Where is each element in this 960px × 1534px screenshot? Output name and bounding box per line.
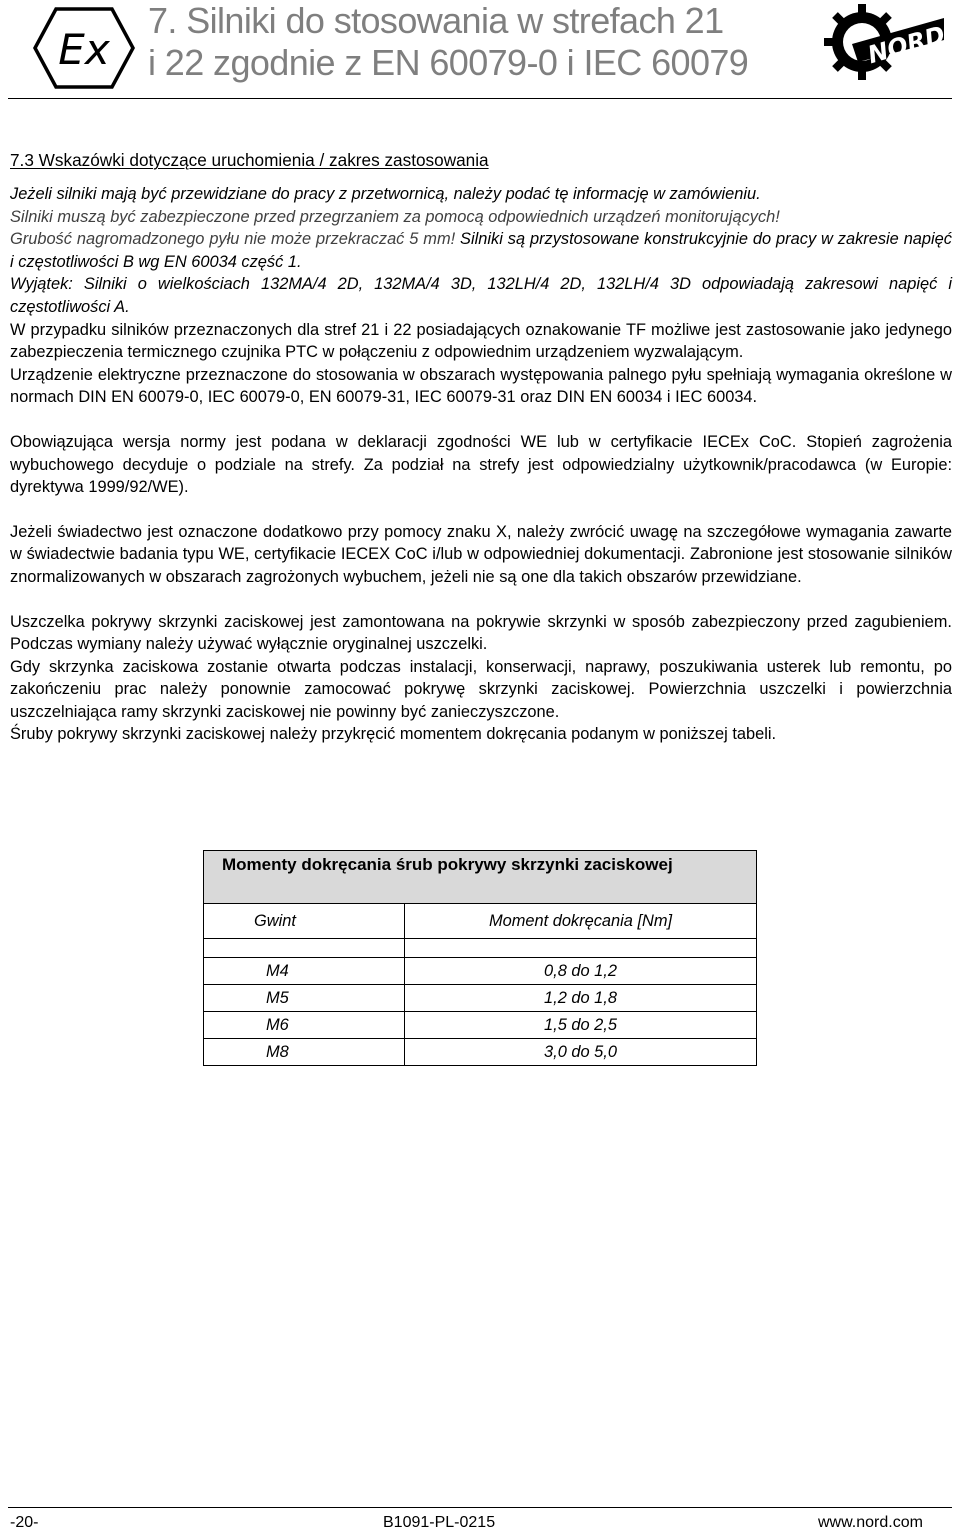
paragraph-terminal-box: Gdy skrzynka zaciskowa zostanie otwarta podczas instalacji, konserwacji, naprawy, poszukiwania usterek lub remontu, po zakończeniu prac należy ponownie zamocować pokrywę skrzynki zaciskowej. Powierzchnia uszczelki i powierzchnia uszczelniająca ramy skrzynki zaciskowej nie powinny być zanieczyszczone. — [10, 657, 952, 721]
page-title-line1: 7. Silniki do stosowania w strefach 21 — [148, 0, 724, 41]
thread-cell: M6 — [204, 1012, 405, 1039]
page-title-line2: i 22 zgodnie z EN 60079-0 i IEC 60079 — [148, 42, 749, 83]
thread-cell: M5 — [204, 985, 405, 1012]
empty-cell — [204, 939, 405, 958]
footer-rule — [8, 1507, 952, 1508]
paragraph-exception: Wyjątek: Silniki o wielkościach 132MA/4 2D, 132MA/4 3D, 132LH/4 2D, 132LH/4 3D odpowiadają zakresowi napięć i częstotliwości A. — [10, 275, 952, 316]
paragraph-x-mark: Jeżeli świadectwo jest oznaczone dodatkowo przy pomocy znaku X, należy zwrócić uwagę na szczegółowe wymagania zawarte w świadectwie badania typu WE, certyfikacie IECEX CoC i/lub w odpowiedniej dokumentacji. Zabronione jest stosowanie silników znormalizowanych w obszarach zagrożonych wybuchem, jeżeli nie są one dla takich obszarów przewidziane. — [10, 522, 952, 586]
page-number: -20- — [10, 1514, 39, 1531]
paragraph-zones: Obowiązująca wersja normy jest podana w deklaracji zgodności WE lub w certyfikacie IECEx CoC. Stopień zagrożenia wybuchowego decyduje o podziale na strefy. Za podział na strefy jest odpowiedzialny użytkownik/pracodawca (w Europie: dyrektywa 1999/92/WE). — [10, 432, 952, 497]
dust-warning: Grubość nagromadzonego pyłu nie może przekraczać 5 mm! — [10, 230, 456, 249]
table-row — [204, 958, 757, 985]
document-id: B1091-PL-0215 — [383, 1514, 496, 1531]
paragraph-dust — [10, 228, 952, 273]
ex-hexagon-logo — [32, 6, 136, 90]
paragraph-converter: Jeżeli silniki mają być przewidziane do pracy z przetwornicą, należy podać tę informację w zamówieniu. — [10, 185, 761, 203]
nord-gear-logo — [822, 2, 948, 80]
paragraph-gasket: Uszczelka pokrywy skrzynki zaciskowej jest zamontowana na pokrywie skrzynki w sposób zabezpieczony przed zagubieniem. Podczas wymiany należy używać wyłącznie oryginalnej uszczelki. — [10, 612, 952, 654]
column-header-thread: Gwint — [204, 904, 405, 939]
torque-table-title: Momenty dokręcania śrub pokrywy skrzynki zaciskowej — [204, 851, 757, 904]
header-rule — [8, 98, 952, 99]
table-row — [204, 1039, 757, 1066]
column-header-torque: Moment dokręcania [Nm] — [405, 904, 757, 939]
torque-cell: 1,2 do 1,8 — [405, 985, 757, 1012]
thread-cell: M8 — [204, 1039, 405, 1066]
page-title — [148, 0, 828, 84]
table-row — [204, 1012, 757, 1039]
section-heading: 7.3 Wskazówki dotyczące uruchomienia / zakres zastosowania — [10, 150, 489, 170]
paragraph-overheat: Silniki muszą być zabezpieczone przed przegrzaniem za pomocą odpowiednich urządzeń monitorujących! — [10, 207, 780, 226]
nord-logo-text: NORD — [864, 20, 948, 70]
torque-table — [203, 850, 757, 1066]
paragraph-ptc: W przypadku silników przeznaczonych dla stref 21 i 22 posiadających oznakowanie TF możliwe jest zastosowanie jako jedynego zabezpieczenia termicznego czujnika PTC w połączeniu z odpowiednim urządzeniem wyzwalającym. — [10, 320, 952, 362]
ex-logo-text: Ex — [58, 25, 110, 74]
body-text — [10, 183, 952, 746]
thread-cell: M4 — [204, 958, 405, 985]
paragraph-screws: Śruby pokrywy skrzynki zaciskowej należy przykręcić momentem dokręcania podanym w poniższej tabeli. — [10, 725, 777, 744]
voltage-range: Silniki są przystosowane konstrukcyjnie do pracy w zakresie napięć i częstotliwości B wg EN 60034 część 1. — [10, 230, 952, 271]
paragraph-standards: Urządzenie elektryczne przeznaczone do stosowania w obszarach występowania palnego pyłu spełniają wymagania określone w normach DIN EN 60079-0, IEC 60079-0, EN 60079-31, IEC 60079-31 oraz DIN EN 60034 i IEC 60034. — [10, 365, 952, 407]
table-row — [204, 985, 757, 1012]
torque-cell: 1,5 do 2,5 — [405, 1012, 757, 1039]
torque-cell: 0,8 do 1,2 — [405, 958, 757, 985]
torque-cell: 3,0 do 5,0 — [405, 1039, 757, 1066]
footer-url[interactable]: www.nord.com — [818, 1514, 923, 1531]
empty-cell — [405, 939, 757, 958]
